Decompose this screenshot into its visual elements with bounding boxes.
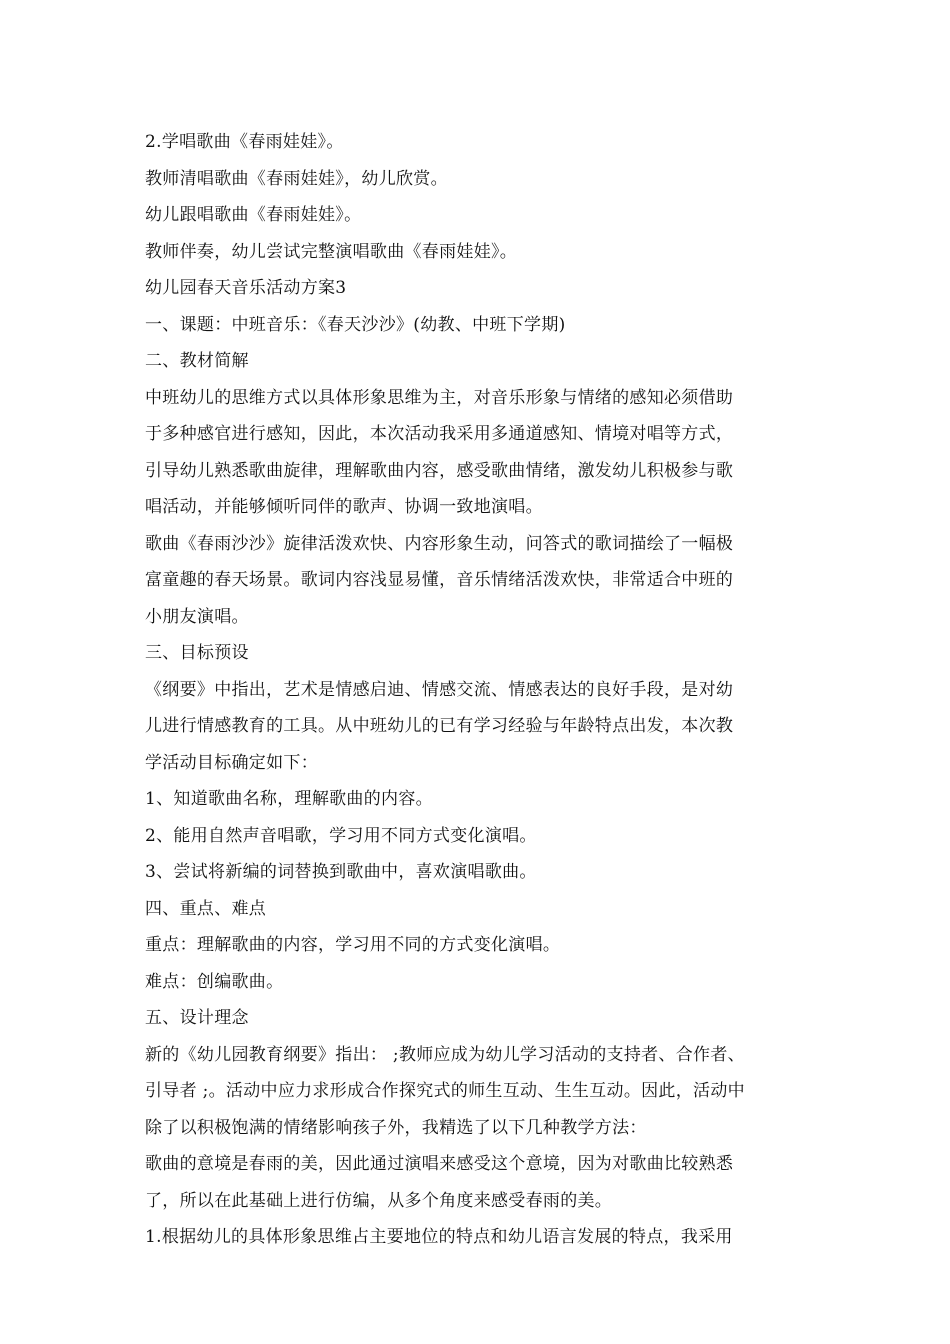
section-heading: 一、课题：中班音乐：《春天沙沙》(幼教、中班下学期) <box>145 314 566 335</box>
text-line: 除了以积极饱满的情绪影响孩子外，我精选了以下几种教学方法： <box>145 1117 647 1138</box>
list-item: 1、知道歌曲名称，理解歌曲的内容。 <box>145 789 433 809</box>
list-item: 3、尝试将新编的词替换到歌曲中，喜欢演唱歌曲。 <box>145 862 537 882</box>
text-line: 《纲要》中指出，艺术是情感启迪、情感交流、情感表达的良好手段，是对幼 <box>145 679 734 700</box>
paragraph <box>145 380 810 526</box>
section-heading: 四、重点、难点 <box>145 898 267 919</box>
section-heading: 五、设计理念 <box>145 1008 249 1028</box>
text-line: 于多种感官进行感知，因此，本次活动我采用多通道感知、情境对唱等方式， <box>145 424 734 444</box>
text-line: 了，所以在此基础上进行仿编，从多个角度来感受春雨的美。 <box>145 1190 613 1211</box>
document-page <box>145 124 810 1256</box>
text-line: 中班幼儿的思维方式以具体形象思维为主，对音乐形象与情绪的感知必须借助 <box>145 387 734 408</box>
section-heading: 二、教材简解 <box>145 351 249 371</box>
text-line: 幼儿跟唱歌曲《春雨娃娃》。 <box>145 205 362 225</box>
paragraph <box>145 1146 810 1219</box>
paragraph <box>145 526 810 636</box>
text-line: 新的《幼儿园教育纲要》指出： ;教师应成为幼儿学习活动的支持者、合作者、 <box>145 1044 745 1065</box>
text-line: 教师清唱歌曲《春雨娃娃》，幼儿欣赏。 <box>145 168 448 189</box>
paragraph <box>145 1037 810 1147</box>
step-heading: 2.学唱歌曲《春雨娃娃》。 <box>145 132 344 152</box>
text-line: 难点：创编歌曲。 <box>145 971 284 992</box>
section-title: 幼儿园春天音乐活动方案3 <box>145 278 347 298</box>
text-line: 唱活动，并能够倾听同伴的歌声、协调一致地演唱。 <box>145 497 543 517</box>
section-heading: 三、目标预设 <box>145 643 249 663</box>
list-item: 1.根据幼儿的具体形象思维占主要地位的特点和幼儿语言发展的特点，我采用 <box>145 1227 733 1247</box>
text-line: 学活动目标确定如下： <box>145 752 318 773</box>
text-line: 歌曲的意境是春雨的美，因此通过演唱来感受这个意境，因为对歌曲比较熟悉 <box>145 1154 734 1174</box>
text-line: 歌曲《春雨沙沙》旋律活泼欢快、内容形象生动，问答式的歌词描绘了一幅极 <box>145 533 734 554</box>
text-line: 教师伴奏，幼儿尝试完整演唱歌曲《春雨娃娃》。 <box>145 241 518 262</box>
text-line: 儿进行情感教育的工具。从中班幼儿的已有学习经验与年龄特点出发，本次教 <box>145 716 734 736</box>
text-line: 引导幼儿熟悉歌曲旋律，理解歌曲内容，感受歌曲情绪，激发幼儿积极参与歌 <box>145 460 734 481</box>
list-item: 2、能用自然声音唱歌，学习用不同方式变化演唱。 <box>145 825 537 846</box>
text-line: 引导者 ;。活动中应力求形成合作探究式的师生互动、生生互动。因此，活动中 <box>145 1081 745 1101</box>
text-line: 富童趣的春天场景。歌词内容浅显易懂，音乐情绪活泼欢快，非常适合中班的 <box>145 570 734 590</box>
text-line: 小朋友演唱。 <box>145 606 249 627</box>
text-line: 重点：理解歌曲的内容，学习用不同的方式变化演唱。 <box>145 935 561 955</box>
paragraph <box>145 672 810 782</box>
